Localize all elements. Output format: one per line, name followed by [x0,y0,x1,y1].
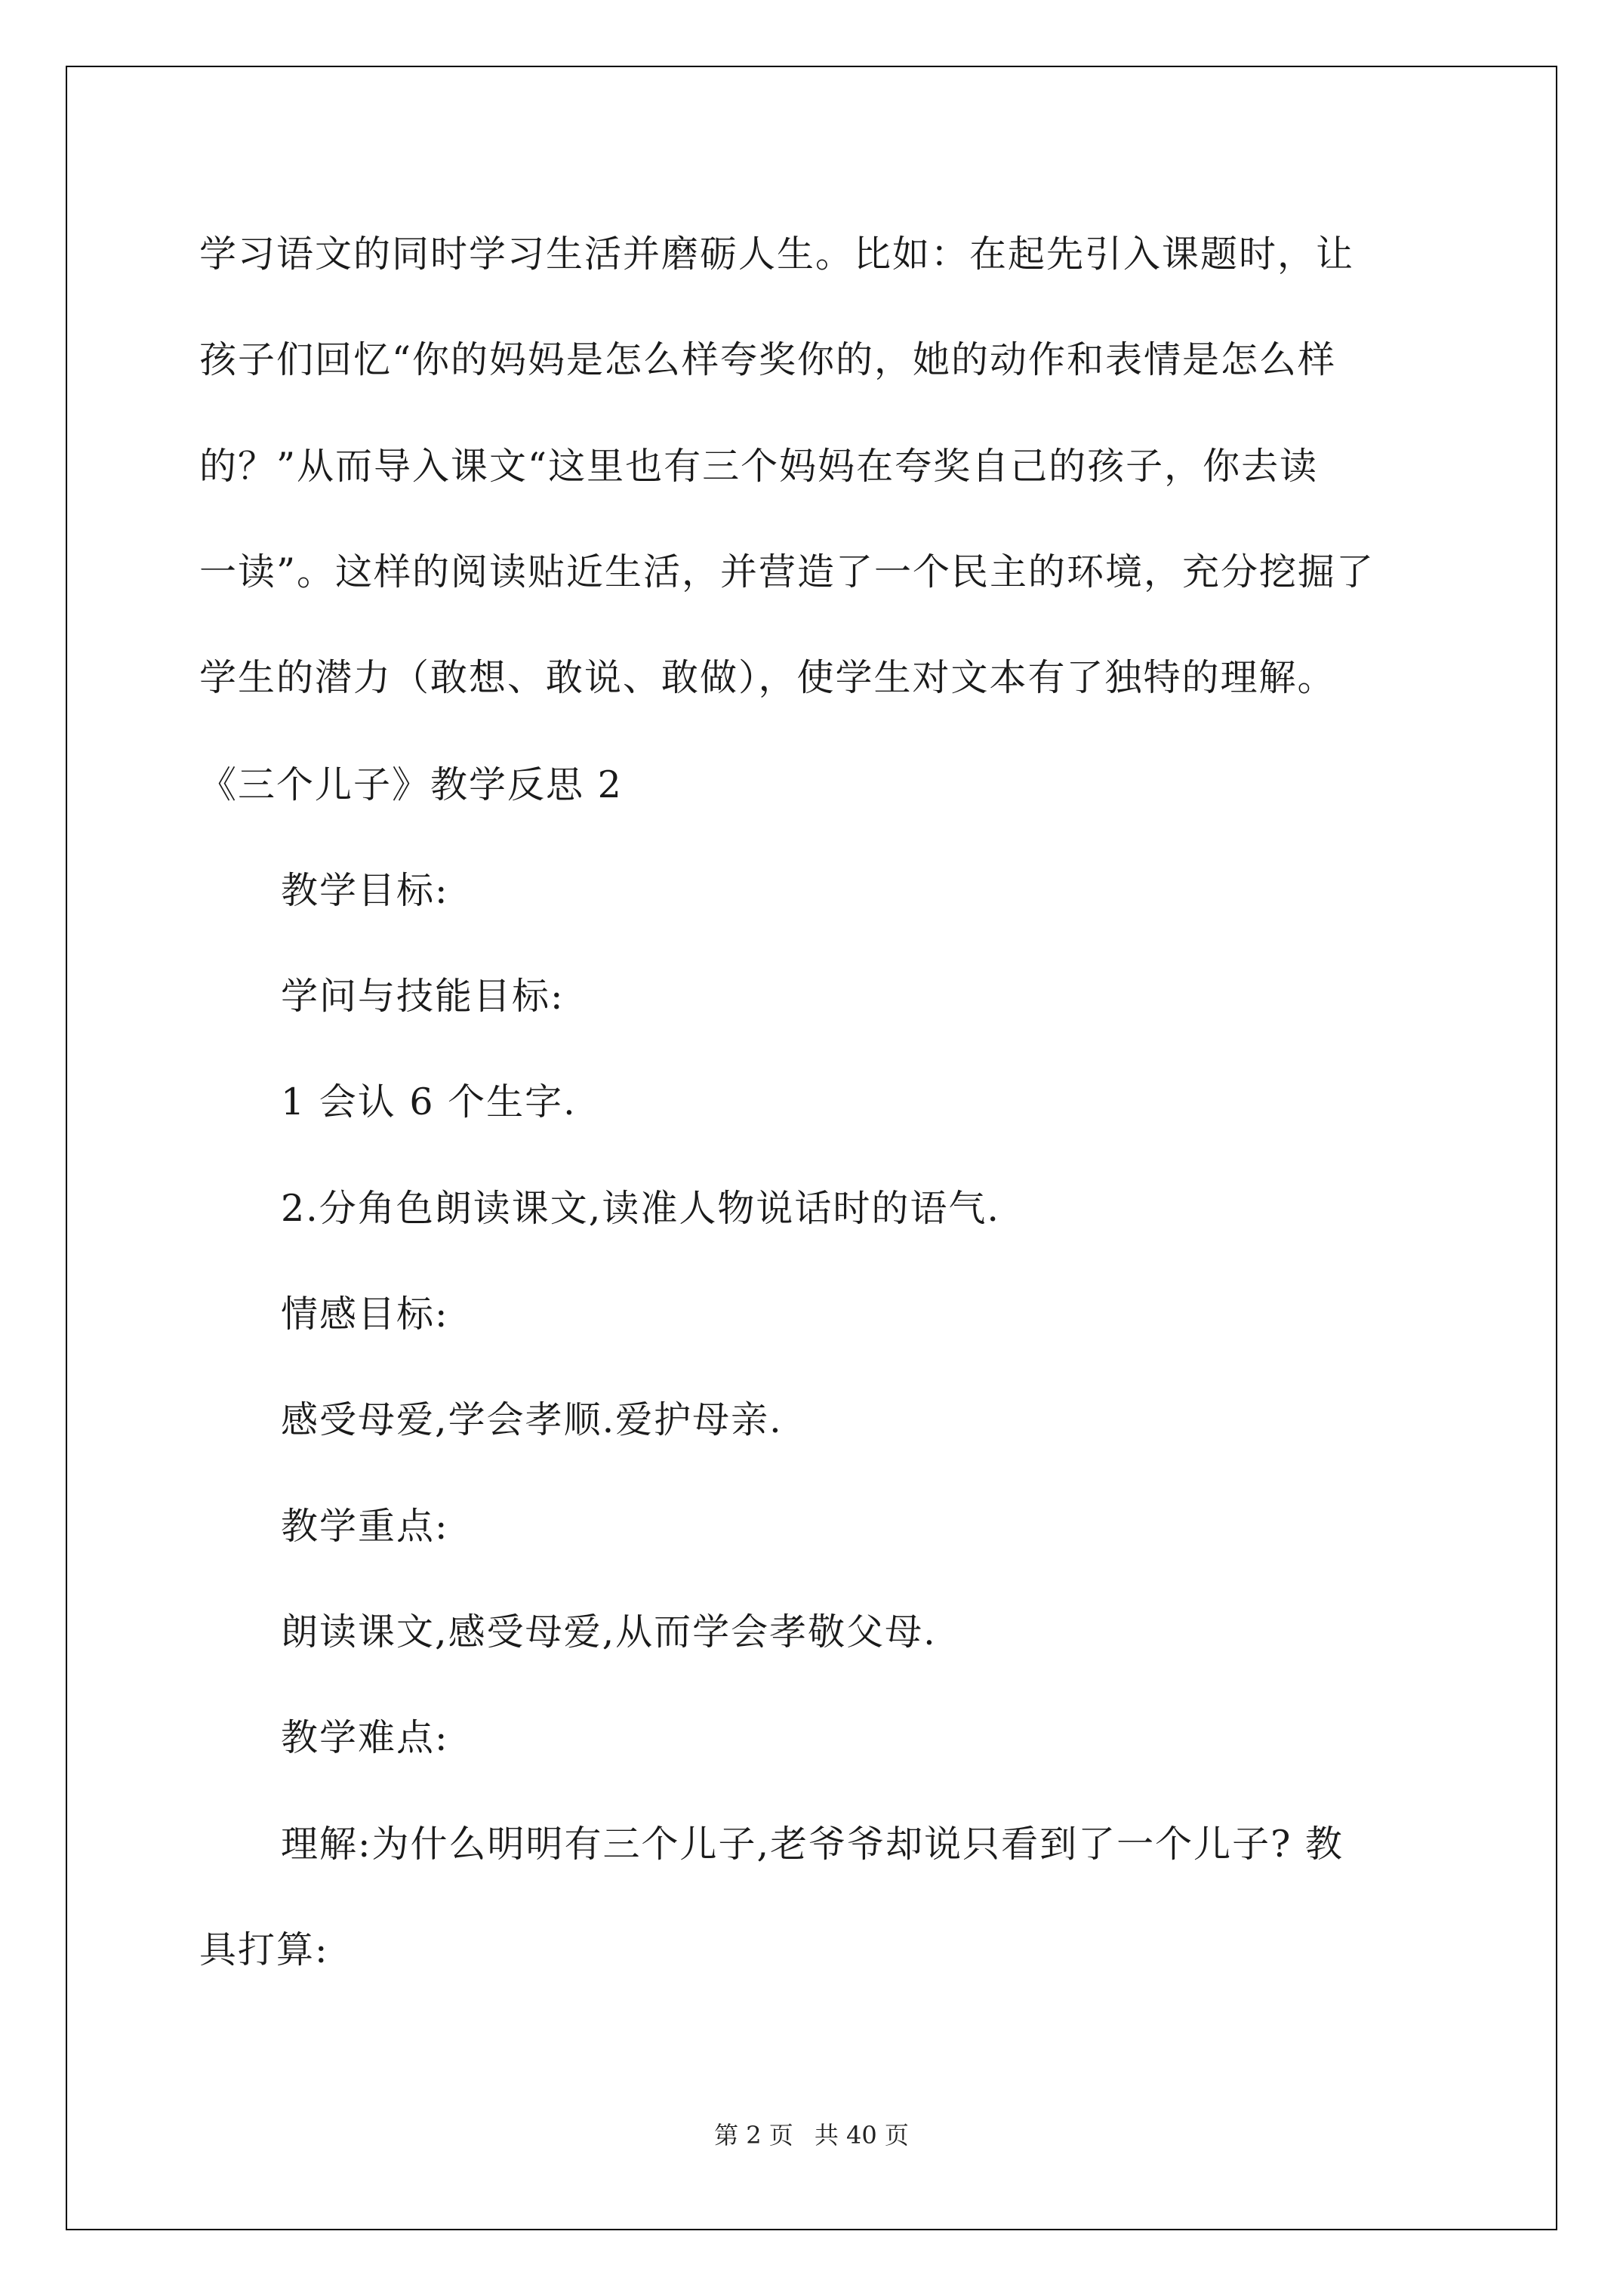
difficulties-text-cont: 具打算: [199,1928,329,1971]
difficulties-text: 理解:为什么明明有三个儿子,老爷爷却说只看到了一个儿子? 教 [281,1823,1344,1866]
emotion-goal-text: 感受母爱,学会孝顺.爱护母亲. [281,1398,783,1441]
heading-key-points: 教学重点: [281,1505,449,1548]
page-total: 共 40 页 [814,2121,909,2150]
page-border [66,66,1557,2230]
heading-emotion-goals: 情感目标: [281,1293,449,1336]
heading-knowledge-skills: 学问与技能目标: [281,975,565,1018]
paragraph-line-4: 一读”。这样的阅读贴近生活，并营造了一个民主的环境，充分挖掘了 [199,550,1375,593]
paragraph-line-3: 的？”从而导入课文“这里也有三个妈妈在夸奖自己的孩子，你去读 [199,445,1319,488]
section-title: 《三个儿子》教学反思 2 [199,763,623,806]
goal-item-2: 2.分角色朗读课文,读准人物说话时的语气. [281,1187,1000,1230]
goal-item-1: 1 会认 6 个生字. [281,1080,577,1123]
paragraph-line-1: 学习语文的同时学习生活并磨砺人生。比如：在起先引入课题时，让 [199,233,1355,276]
heading-teaching-goals: 教学目标: [281,869,449,912]
key-points-text: 朗读课文,感受母爱,从而学会孝敬父母. [281,1610,937,1653]
paragraph-line-2: 孩子们回忆“你的妈妈是怎么样夸奖你的，她的动作和表情是怎么样 [199,338,1337,381]
page-footer [0,2120,1623,2150]
page-number: 第 2 页 [714,2121,793,2150]
heading-difficulties: 教学难点: [281,1716,449,1759]
paragraph-line-5: 学生的潜力（敢想、敢说、敢做），使学生对文本有了独特的理解。 [199,656,1336,699]
